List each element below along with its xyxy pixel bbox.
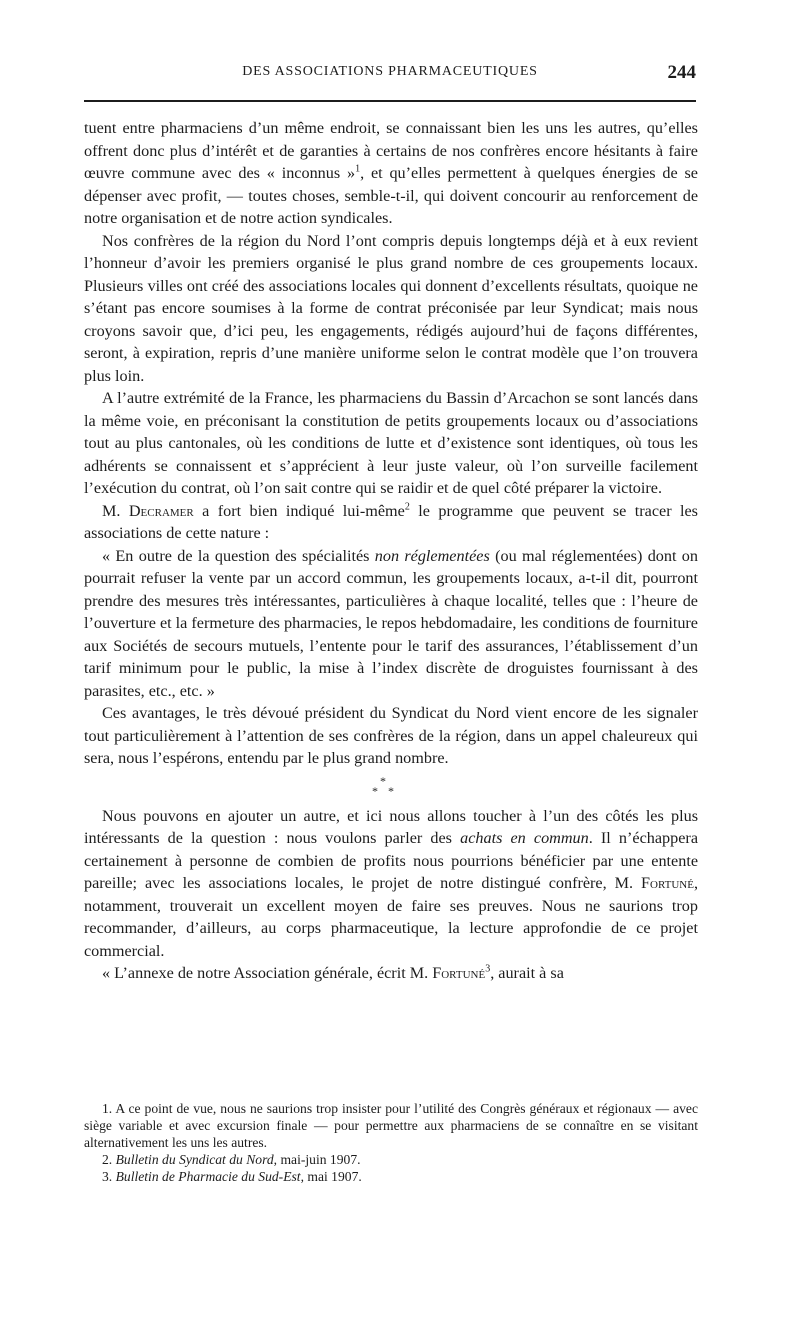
- footnote-3: [84, 1168, 698, 1185]
- running-title: DES ASSOCIATIONS PHARMACEUTIQUES: [242, 64, 538, 79]
- paragraph-1-text: tuent entre pharmaciens d’un même endroit, se connaissant bien les uns les autres, qu’elles offrent donc plus d’intérêt et de garanties à certains de nos confrères encore hésitants à faire œuvre commune avec des « inconnus »: [84, 119, 698, 182]
- paragraph-8: [84, 962, 698, 985]
- footnote-3-title: Bulletin de Pharmacie du Sud-Est: [115, 1169, 301, 1184]
- quote-emphasis: non réglementées: [374, 546, 490, 565]
- page-header: [84, 64, 696, 86]
- footnote-2-title: Bulletin du Syndicat du Nord: [115, 1152, 274, 1167]
- footnote-ref-2: 2: [404, 501, 410, 513]
- paragraph-3: A l’autre extrémité de la France, les pharmaciens du Bassin d’Arcachon se sont lancés dans la même voie, en préconisant la constitution de petits groupements locaux ou d’associations tout au plus cantonales, où les conditions de lutte et d’existence sont identiques, où tous les adhérents se connaissent et s’apprécient à leur juste valeur, où l’on surveille facilement l’exécution du contrat, où l’on sait contre qui se raidir et de quel côté préparer la victoire.: [84, 389, 698, 497]
- paragraph-5-quote: [84, 545, 698, 703]
- page-number: 244: [667, 62, 696, 83]
- section-separator-asterism: [84, 770, 698, 805]
- author-name-fortune-2: Fortuné: [432, 964, 486, 982]
- paragraph-6: Ces avantages, le très dévoué président du Syndicat du Nord vient encore de les signaler tout particulièrement à l’attention de ses confrères de la région, dans un appel chaleureux qui sera, nous l’espérons, entendu par le plus grand nombre.: [84, 704, 698, 767]
- footnote-2-number: 2.: [102, 1152, 116, 1167]
- footnote-ref-3: 3: [485, 963, 491, 975]
- paragraph-7-end: , notamment, trouverait un excellent moyen de faire ses preuves. Nous ne saurions trop recommander, d’ailleurs, au corps pharmaceutique, la lecture approfondie de ce projet commercial.: [84, 874, 698, 960]
- paragraph-4: [84, 500, 698, 545]
- paragraph-8-start: « L’annexe de notre Association générale, écrit M.: [102, 964, 433, 982]
- author-name-fortune: Fortuné: [641, 874, 694, 892]
- footnote-ref-1: 1: [355, 163, 361, 175]
- body-text: [84, 117, 698, 985]
- author-name-decramer: Decramer: [128, 501, 194, 520]
- paragraph-7: [84, 805, 698, 963]
- paragraph-2: Nos confrères de la région du Nord l’ont compris depuis longtemps déjà et à eux revient l’honneur d’avoir les premiers organisé le plus grand nombre de ces groupements locaux. Plusieurs villes ont créé des associations locales qui donnent d’excellents résultats, quoique ne s’étant pas encore soumises à la forme de contrat préconisée par leur Syndicat; mais nous croyons savoir que, d’ici peu, les engagements, rédigés aujourd’hui de façons différentes, seront, à expiration, repris d’une manière uniforme selon le contrat modèle que l’on trouvera plus loin.: [84, 231, 698, 385]
- footnote-3-rest: , mai 1907.: [300, 1169, 362, 1184]
- footnote-2: [84, 1151, 698, 1168]
- paragraph-4-mid: a fort bien indiqué lui-même: [193, 501, 405, 520]
- asterism-star-top: *: [380, 773, 386, 788]
- footnote-1: 1. A ce point de vue, nous ne saurions trop insister pour l’utilité des Congrès généraux et régionaux — avec siège variable et avec excursion finale — pour permettre aux pharmaciens de se connaître en se visitant alternativement les uns les autres.: [84, 1101, 698, 1150]
- asterism-star-left: *: [372, 783, 378, 798]
- paragraph-1-rest: , et qu’elles permettent à quelques énergies de se dépenser avec profit, — toutes choses, semble-t-il, qui doivent concourir au renforcement de notre organisation et de notre action syndicales.: [84, 164, 698, 227]
- paragraph-4-start: M.: [102, 501, 129, 520]
- footnote-2-rest: , mai-juin 1907.: [273, 1152, 361, 1167]
- paragraph-7-emphasis: achats en commun: [460, 829, 589, 847]
- asterism-star-right: *: [388, 783, 394, 798]
- footnote-3-number: 3.: [102, 1169, 116, 1184]
- footnotes: [84, 1100, 698, 1185]
- quote-text-start: « En outre de la question des spécialités: [102, 546, 375, 565]
- header-rule: [84, 100, 696, 102]
- paragraph-1: [84, 117, 698, 230]
- paragraph-7-mid: . Il n’échappera certainement à personne de combien de profits nous pourrions bénéficier par une entente pareille; avec les associations locales, le projet de notre distingué confrère, M.: [84, 829, 699, 892]
- quote-text-end: (ou mal réglementées) dont on pourrait refuser la vente par un accord commun, les groupements locaux, a-t-il dit, pourront prendre des mesures très intéressantes, particulières à chaque localité, telles que : l’heure de l’ouverture et la fermeture des pharmacies, le repos hebdomadaire, les conditions de fourniture aux Sociétés de secours mutuels, l’entente pour le tarif des assurances, l’établissement d’un tarif minimum pour le public, la mise à l’index discrète de droguistes fournissant à des parasites, etc., etc. »: [84, 546, 698, 700]
- paragraph-4-end: le programme que peuvent se tracer les associations de cette nature :: [84, 501, 698, 542]
- paragraph-8-end: , aurait à sa: [490, 964, 564, 982]
- paragraph-7-start: Nous pouvons en ajouter un autre, et ici nous allons toucher à l’un des côtés les plus intéressants de la question : nous voulons parler des: [84, 806, 698, 847]
